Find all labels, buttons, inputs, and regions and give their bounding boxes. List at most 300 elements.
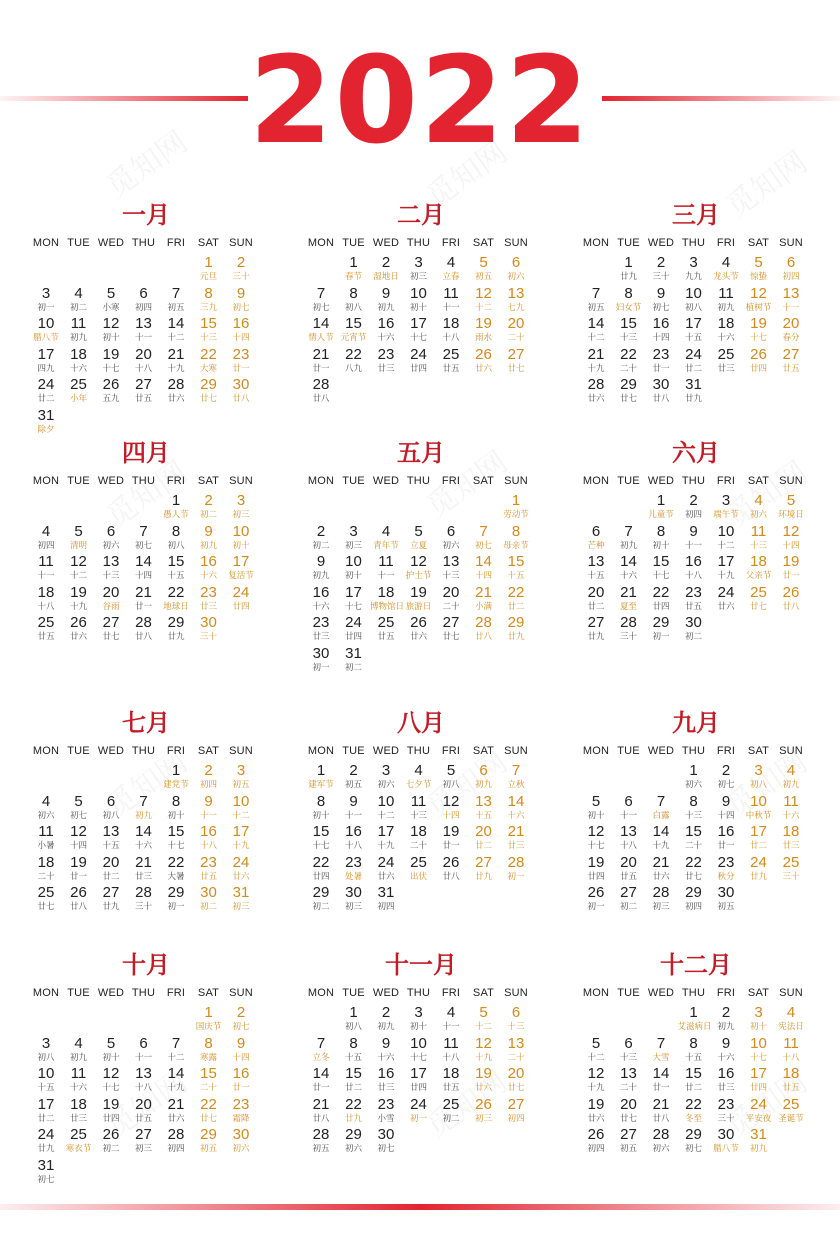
weekday-label: WED: [97, 475, 125, 487]
day-number: 1: [349, 1004, 358, 1021]
day-number: 12: [750, 284, 767, 302]
lunar-label: 初八: [102, 809, 120, 820]
day-number: 5: [591, 792, 601, 810]
day-number: 25: [442, 1095, 460, 1113]
day-cell: [193, 1065, 225, 1095]
day-number: 21: [312, 345, 330, 363]
day-cell: [225, 1126, 257, 1156]
day-number: 18: [70, 1095, 87, 1113]
weekday-label: THU: [681, 987, 706, 999]
day-cell: [710, 492, 742, 522]
day-cell: [370, 614, 402, 644]
day-cell: [305, 346, 337, 376]
day-number: 8: [171, 792, 181, 810]
day-cell: [338, 884, 370, 914]
day-cell: [63, 854, 95, 884]
weekday-label: WED: [97, 237, 125, 249]
day-cell: [338, 1126, 370, 1156]
day-number: 6: [446, 522, 456, 540]
day-number: 12: [587, 1065, 605, 1082]
weekday-header: [580, 474, 812, 488]
day-cell: [305, 1126, 337, 1156]
day-cell: [775, 854, 807, 884]
lunar-label: 二十: [199, 1082, 217, 1092]
day-number: 10: [685, 284, 702, 302]
lunar-label: 博物馆日: [370, 600, 405, 611]
day-cell: [775, 1035, 807, 1065]
day-number: 4: [446, 254, 456, 271]
weekday-label: SUN: [229, 475, 253, 487]
lunar-label: 十八: [134, 1082, 152, 1092]
day-number: 27: [102, 614, 120, 631]
lunar-label: 十八: [442, 1051, 460, 1062]
day-number: 12: [102, 315, 120, 332]
day-number: 15: [345, 1065, 362, 1082]
month-title: 十二月: [660, 950, 732, 979]
day-number: 30: [232, 1126, 250, 1143]
weekday-label: THU: [406, 987, 431, 999]
day-number: 4: [41, 522, 51, 540]
day-number: 26: [750, 345, 767, 363]
year-title: 2022: [249, 32, 591, 171]
lunar-label: 清明: [69, 539, 87, 550]
day-cell: [403, 553, 435, 583]
lunar-label: 廿六: [167, 393, 185, 403]
day-number: 24: [410, 1095, 427, 1113]
day-cell: [370, 793, 402, 823]
day-cell: [645, 884, 677, 914]
day-cell: [160, 1065, 192, 1095]
day-cell: [775, 762, 807, 792]
lunar-label: 廿五: [782, 362, 800, 373]
lunar-label: 初九: [474, 779, 492, 789]
day-number: 8: [316, 792, 326, 810]
day-cell: [338, 1004, 370, 1034]
weekday-label: SAT: [197, 745, 220, 757]
day-cell: [30, 346, 62, 376]
lunar-label: 十七: [652, 570, 670, 580]
lunar-label: 腊八节: [713, 1143, 739, 1153]
lunar-label: 初二: [344, 661, 362, 672]
month-block: [30, 438, 262, 663]
day-cell: [775, 254, 807, 284]
day-cell: [710, 254, 742, 284]
day-cell: [645, 285, 677, 315]
lunar-label: 廿四: [232, 600, 250, 611]
lunar-label: 母亲节: [503, 539, 529, 550]
day-cell: [743, 1096, 775, 1126]
lunar-label: 小暑: [37, 840, 55, 850]
day-number: 28: [312, 1126, 330, 1143]
day-number: 23: [717, 1095, 735, 1113]
day-number: 8: [171, 522, 181, 540]
day-cell: [435, 584, 467, 614]
lunar-label: 芒种: [587, 539, 605, 550]
lunar-label: 廿七: [102, 631, 120, 641]
day-cell: [645, 553, 677, 583]
lunar-label: 二十: [507, 1051, 525, 1062]
day-cell: [370, 1004, 402, 1034]
day-cell: [193, 1126, 225, 1156]
day-number: 11: [718, 284, 734, 302]
day-cell: [678, 346, 710, 376]
day-number: 17: [685, 315, 702, 332]
day-cell: [678, 315, 710, 345]
weekday-label: TUE: [342, 745, 365, 757]
day-number: 18: [70, 345, 87, 363]
day-cell: [225, 1004, 257, 1034]
lunar-label: 廿二: [587, 600, 605, 611]
lunar-label: 廿二: [37, 393, 55, 403]
weekday-label: SUN: [504, 987, 528, 999]
day-number: 18: [37, 583, 55, 601]
lunar-label: 十九: [377, 840, 395, 850]
lunar-label: 初四: [377, 901, 395, 911]
day-number: 29: [685, 884, 702, 901]
lunar-label: 十七: [167, 840, 185, 850]
day-cell: [338, 854, 370, 884]
day-cell: [743, 584, 775, 614]
day-number: 19: [410, 583, 427, 601]
day-number: 18: [410, 823, 427, 840]
day-number: 26: [442, 853, 460, 871]
lunar-label: 霜降: [232, 1112, 250, 1123]
lunar-label: 十四: [717, 809, 735, 820]
weekday-header: [30, 474, 262, 488]
weekday-label: THU: [131, 475, 156, 487]
lunar-label: 十二: [167, 332, 185, 342]
lunar-label: 雨水: [474, 332, 492, 342]
day-number: 25: [442, 345, 460, 363]
lunar-label: 廿六: [232, 870, 250, 881]
lunar-label: 元旦: [199, 271, 217, 281]
day-number: 16: [652, 315, 670, 332]
day-number: 7: [139, 792, 148, 810]
lunar-label: 三十: [199, 631, 217, 641]
day-number: 15: [620, 315, 637, 332]
day-cell: [128, 523, 160, 553]
weekday-label: THU: [681, 745, 706, 757]
lunar-label: 端午节: [713, 509, 739, 519]
day-number: 17: [750, 823, 767, 840]
weekday-label: MON: [32, 237, 60, 249]
month-block: [30, 708, 262, 933]
lunar-label: 十五: [344, 1051, 362, 1062]
lunar-label: 十七: [749, 332, 767, 342]
day-number: 15: [345, 315, 362, 332]
day-cell: [613, 346, 645, 376]
weekday-label: SUN: [779, 237, 803, 249]
day-number: 26: [782, 583, 800, 601]
day-cell: [193, 854, 225, 884]
lunar-label: 十二: [69, 570, 87, 580]
day-cell: [645, 854, 677, 884]
day-number: 23: [312, 614, 330, 631]
day-number: 14: [167, 1065, 185, 1082]
day-number: 8: [349, 1034, 358, 1052]
day-cell: [305, 793, 337, 823]
lunar-label: 初一: [409, 1112, 427, 1123]
day-number: 14: [587, 315, 605, 332]
day-number: 29: [652, 614, 670, 631]
day-cell: [193, 285, 225, 315]
lunar-label: 大暑: [167, 870, 185, 881]
weekday-label: FRI: [441, 475, 461, 487]
weekday-label: THU: [406, 237, 431, 249]
lunar-label: 十一: [199, 809, 217, 820]
day-number: 11: [410, 792, 427, 810]
lunar-label: 环境日: [778, 509, 804, 519]
day-number: 16: [345, 823, 362, 840]
lunar-label: 廿七: [37, 901, 55, 911]
day-number: 26: [587, 884, 605, 901]
weekday-label: SAT: [747, 237, 770, 249]
day-cell: [305, 315, 337, 345]
lunar-label: 廿一: [782, 570, 800, 580]
day-number: 15: [167, 823, 185, 840]
lunar-label: 十六: [134, 840, 152, 850]
day-number: 22: [345, 1095, 362, 1113]
lunar-label: 十九: [587, 1082, 605, 1092]
day-cell: [403, 1004, 435, 1034]
day-cell: [370, 315, 402, 345]
day-cell: [710, 823, 742, 853]
day-cell: [435, 346, 467, 376]
day-cell: [225, 285, 257, 315]
day-cell: [193, 376, 225, 406]
lunar-label: 廿三: [782, 840, 800, 850]
day-number: 27: [135, 1126, 152, 1143]
lunar-label: 谷雨: [102, 600, 120, 611]
day-number: 11: [38, 823, 54, 840]
lunar-label: 十八: [782, 1051, 800, 1062]
lunar-label: 十二: [167, 1051, 185, 1062]
weekday-header: [305, 986, 537, 1000]
day-cell: [645, 492, 677, 522]
lunar-label: 十七: [312, 840, 330, 850]
day-cell: [95, 854, 127, 884]
day-cell: [678, 762, 710, 792]
weekday-label: THU: [131, 745, 156, 757]
day-number: 21: [652, 853, 670, 871]
day-number: 23: [232, 345, 250, 363]
lunar-label: 初八: [749, 779, 767, 789]
day-number: 31: [37, 1156, 55, 1174]
day-cell: [95, 1126, 127, 1156]
lunar-label: 十四: [442, 809, 460, 820]
day-number: 2: [381, 254, 391, 271]
lunar-label: 十八: [134, 362, 152, 373]
day-cell: [63, 584, 95, 614]
day-number: 22: [200, 1095, 217, 1113]
day-cell: [613, 1096, 645, 1126]
lunar-label: 廿八: [652, 1112, 670, 1123]
day-cell: [305, 584, 337, 614]
day-number: 23: [377, 345, 395, 363]
weekday-label: FRI: [716, 475, 736, 487]
day-cell: [338, 762, 370, 792]
day-cell: [338, 1065, 370, 1095]
day-number: 1: [171, 762, 181, 779]
weekday-header: [305, 236, 537, 250]
lunar-label: 三十: [619, 631, 637, 641]
day-number: 13: [507, 1034, 525, 1052]
day-number: 11: [70, 315, 87, 332]
day-number: 13: [135, 1065, 152, 1082]
day-number: 5: [446, 762, 456, 779]
day-cell: [225, 823, 257, 853]
lunar-label: 初九: [312, 570, 330, 580]
day-cell: [30, 614, 62, 644]
lunar-label: 初七: [312, 301, 330, 312]
lunar-label: 廿二: [684, 1082, 702, 1092]
day-cell: [403, 854, 435, 884]
day-number: 24: [750, 853, 767, 871]
day-cell: [678, 823, 710, 853]
lunar-label: 初二: [684, 631, 702, 641]
lunar-label: 廿五: [377, 631, 395, 641]
day-number: 3: [41, 1034, 51, 1052]
lunar-label: 初四: [134, 301, 152, 312]
day-number: 19: [70, 583, 87, 601]
day-cell: [645, 376, 677, 406]
lunar-label: 廿七: [199, 393, 217, 403]
lunar-label: 冬至: [684, 1112, 702, 1123]
weekday-label: THU: [681, 237, 706, 249]
day-cell: [580, 584, 612, 614]
day-cell: [225, 1035, 257, 1065]
day-number: 27: [442, 614, 460, 631]
day-number: 8: [656, 522, 666, 540]
day-cell: [613, 1065, 645, 1095]
lunar-label: 廿二: [474, 840, 492, 850]
day-cell: [435, 553, 467, 583]
weekday-label: FRI: [166, 475, 186, 487]
day-number: 5: [414, 522, 423, 540]
day-cell: [160, 762, 192, 792]
lunar-label: 廿五: [199, 870, 217, 881]
lunar-label: 初七: [232, 1021, 250, 1031]
day-number: 20: [507, 1065, 525, 1082]
day-number: 8: [204, 1034, 213, 1052]
day-number: 25: [410, 853, 427, 871]
day-number: 25: [717, 345, 735, 363]
lunar-label: 廿八: [312, 393, 330, 403]
weekday-label: WED: [647, 475, 675, 487]
day-number: 17: [717, 553, 735, 570]
lunar-label: 廿七: [507, 362, 525, 373]
day-number: 30: [345, 884, 362, 901]
day-cell: [63, 285, 95, 315]
day-number: 3: [754, 1004, 763, 1021]
weekday-header: [30, 236, 262, 250]
day-cell: [338, 553, 370, 583]
lunar-label: 十六: [69, 362, 87, 373]
month-title: 一月: [122, 200, 170, 229]
lunar-label: 十六: [377, 1051, 395, 1062]
day-number: 11: [70, 1065, 87, 1082]
lunar-label: 十一: [782, 301, 800, 312]
weekday-label: THU: [131, 987, 156, 999]
day-cell: [468, 614, 500, 644]
day-number: 12: [410, 553, 427, 570]
weekday-label: SAT: [472, 745, 495, 757]
lunar-label: 廿九: [507, 631, 525, 641]
day-cell: [63, 1096, 95, 1126]
lunar-label: 廿六: [474, 1082, 492, 1092]
day-cell: [743, 1004, 775, 1034]
day-number: 30: [652, 376, 670, 393]
day-cell: [580, 315, 612, 345]
weekday-label: TUE: [617, 745, 640, 757]
lunar-label: 廿一: [442, 840, 460, 850]
lunar-label: 廿五: [442, 1082, 460, 1092]
day-cell: [370, 1035, 402, 1065]
lunar-label: 立夏: [409, 539, 427, 550]
lunar-label: 廿六: [409, 631, 427, 641]
lunar-label: 湿地日: [373, 271, 399, 281]
lunar-label: 廿八: [134, 631, 152, 641]
day-number: 18: [782, 1065, 800, 1082]
lunar-label: 廿一: [232, 362, 250, 373]
day-number: 5: [74, 522, 83, 540]
lunar-label: 四九: [37, 362, 55, 373]
day-cell: [743, 346, 775, 376]
lunar-label: 廿四: [652, 600, 670, 611]
day-cell: [160, 523, 192, 553]
lunar-label: 廿四: [312, 870, 330, 881]
day-cell: [678, 584, 710, 614]
day-number: 17: [37, 345, 55, 363]
day-number: 21: [475, 583, 492, 601]
day-number: 28: [475, 614, 492, 631]
day-cell: [160, 315, 192, 345]
day-cell: [63, 1126, 95, 1156]
day-number: 4: [786, 1004, 796, 1021]
lunar-label: 十五: [37, 1082, 55, 1092]
lunar-label: 三十: [232, 271, 250, 281]
lunar-label: 初八: [684, 301, 702, 312]
day-cell: [645, 315, 677, 345]
lunar-label: 初七: [69, 809, 87, 820]
lunar-label: 十六: [199, 570, 217, 580]
lunar-label: 廿三: [717, 1082, 735, 1092]
day-number: 21: [312, 1095, 330, 1113]
lunar-label: 廿二: [37, 1112, 55, 1123]
day-number: 6: [139, 284, 148, 302]
day-cell: [775, 823, 807, 853]
day-cell: [95, 315, 127, 345]
lunar-label: 初十: [102, 1051, 120, 1062]
day-cell: [305, 553, 337, 583]
day-cell: [710, 285, 742, 315]
day-number: 8: [349, 284, 358, 302]
day-number: 29: [167, 884, 185, 901]
day-cell: [710, 346, 742, 376]
day-number: 22: [312, 853, 330, 871]
day-cell: [160, 285, 192, 315]
day-number: 12: [102, 1065, 120, 1082]
day-cell: [435, 523, 467, 553]
lunar-label: 二十: [619, 1082, 637, 1092]
day-cell: [95, 376, 127, 406]
lunar-label: 十八: [684, 570, 702, 580]
day-number: 29: [345, 1126, 362, 1143]
lunar-label: 艾滋病日: [677, 1021, 712, 1031]
day-cell: [775, 346, 807, 376]
day-number: 22: [685, 853, 702, 871]
weekday-label: MON: [32, 475, 60, 487]
